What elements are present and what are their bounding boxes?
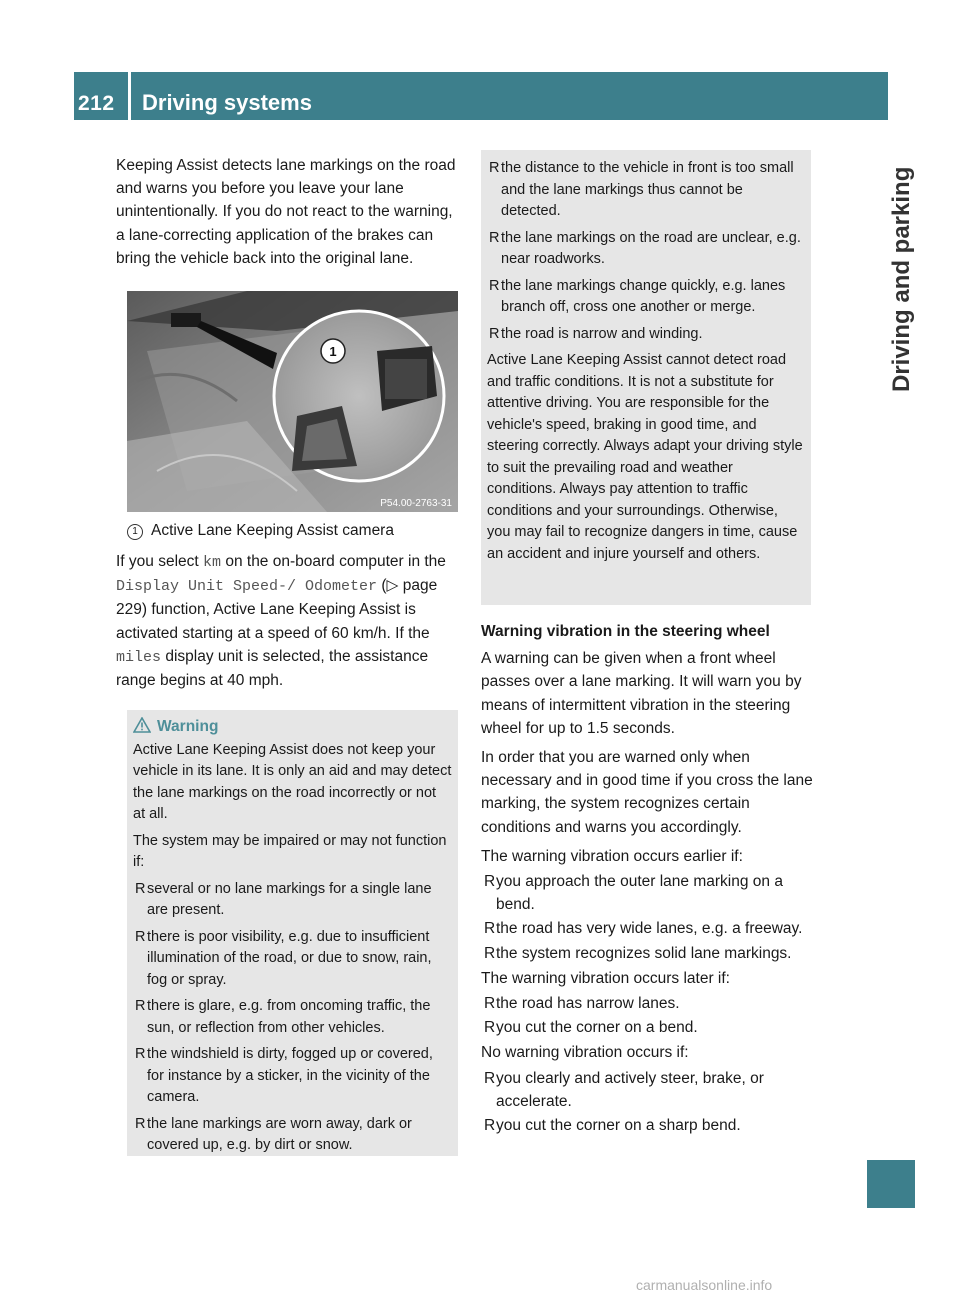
intro-paragraph: Keeping Assist detects lane markings on the road and warns you before you leave your lane unintentionally. If you do not react to the warning, a lane-correcting application of the brakes can bring the vehicle back into the original lane. (116, 157, 456, 267)
list-item: R the road has narrow lanes. (484, 995, 680, 1013)
warning-triangle-icon (133, 717, 151, 733)
list-item: R several or no lane markings for a single lane are present. (135, 880, 432, 918)
warning-impaired: The system may be impaired or may not function if: (133, 832, 447, 870)
figure-ref-code: P54.00-2763-31 (380, 498, 452, 509)
watermark: carmanualsonline.info (636, 1277, 773, 1293)
warning-intro: Active Lane Keeping Assist does not keep your vehicle in its lane. It is only an aid and may detect the lane markings on the road incorrectly or not at all. (133, 741, 452, 822)
warning-box (127, 710, 458, 1156)
caption-number: 1 (127, 524, 143, 540)
callout-number: 1 (329, 344, 337, 359)
warning-closing: Active Lane Keeping Assist cannot detect road and traffic conditions. It is not a substitute for attentive driving. You are responsible for the vehicle's speed, braking in good time, and steering correctly. Always adapt your driving style to suit the prevailing road and weather conditions. Always pay attention to traffic conditions and your surroundings. Otherwise, you may fail to recognize dangers in time, cause an accident and injure yourself and others. (487, 352, 803, 562)
camera-figure (127, 291, 458, 512)
warning-title: Warning (133, 716, 452, 738)
list-item: R the lane markings change quickly, e.g. lanes branch off, cross one another or merge. (489, 277, 786, 315)
list-item: R the road has very wide lanes, e.g. a freeway. (484, 920, 803, 938)
vibration-intro: A warning can be given when a front wheel passes over a lane marking. It will warn you by means of intermittent vibration in the steering wheel for up to 1.5 seconds. (481, 650, 802, 737)
list-item: R there is glare, e.g. from oncoming traffic, the sun, or reflection from other vehicles. (135, 998, 431, 1036)
list-item: R the lane markings on the road are unclear, e.g. near roadworks. (489, 229, 801, 267)
section-tab-marker (867, 1160, 915, 1208)
section-heading: Warning vibration in the steering wheel (481, 623, 770, 640)
header-divider (128, 72, 131, 120)
vibration-conditions: In order that you are warned only when necessary and in good time if you cross the lane marking, the system recognizes certain conditions and warns you accordingly. (481, 749, 813, 836)
list-item: R the system recognizes solid lane markings. (484, 944, 792, 962)
later-label: The warning vibration occurs later if: (481, 969, 730, 987)
earlier-label: The warning vibration occurs earlier if: (481, 847, 743, 865)
warning-box-continued (481, 150, 811, 605)
camera-photo (127, 291, 458, 512)
none-label: No warning vibration occurs if: (481, 1044, 689, 1062)
km-paragraph: If you select km on the on-board computer in the Display Unit Speed-/ Odometer (▷ page 229) function, Active Lane Keeping Assist is activated starting at a speed of 60 km/h. If the miles display unit is selected, the assistance range begins at 40 mph. (116, 553, 446, 690)
caption-text: Active Lane Keeping Assist camera (151, 522, 394, 539)
list-item: R the windshield is dirty, fogged up or covered, for instance by a sticker, in the vicinity of the camera. (135, 1046, 433, 1105)
section-tab-label: Driving and parking (888, 166, 915, 392)
list-item: R you clearly and actively steer, brake, or accelerate. (484, 1069, 764, 1110)
figure-caption (127, 522, 458, 540)
list-item: R the road is narrow and winding. (489, 325, 703, 342)
page-title: Driving systems (142, 90, 312, 115)
list-item: R you cut the corner on a bend. (484, 1019, 698, 1037)
vibration-section (481, 620, 813, 1138)
page-number: 212 (78, 92, 115, 115)
list-item: R you approach the outer lane marking on a bend. (484, 873, 783, 914)
list-item: R the lane markings are worn away, dark or covered up, e.g. by dirt or snow. (135, 1115, 412, 1153)
list-item: R there is poor visibility, e.g. due to insufficient illumination of the road, or due to snow, rain, fog or spray. (135, 928, 432, 988)
list-item: R you cut the corner on a sharp bend. (484, 1117, 741, 1135)
list-item: R the distance to the vehicle in front is too small and the lane markings thus cannot be detected. (489, 160, 794, 219)
